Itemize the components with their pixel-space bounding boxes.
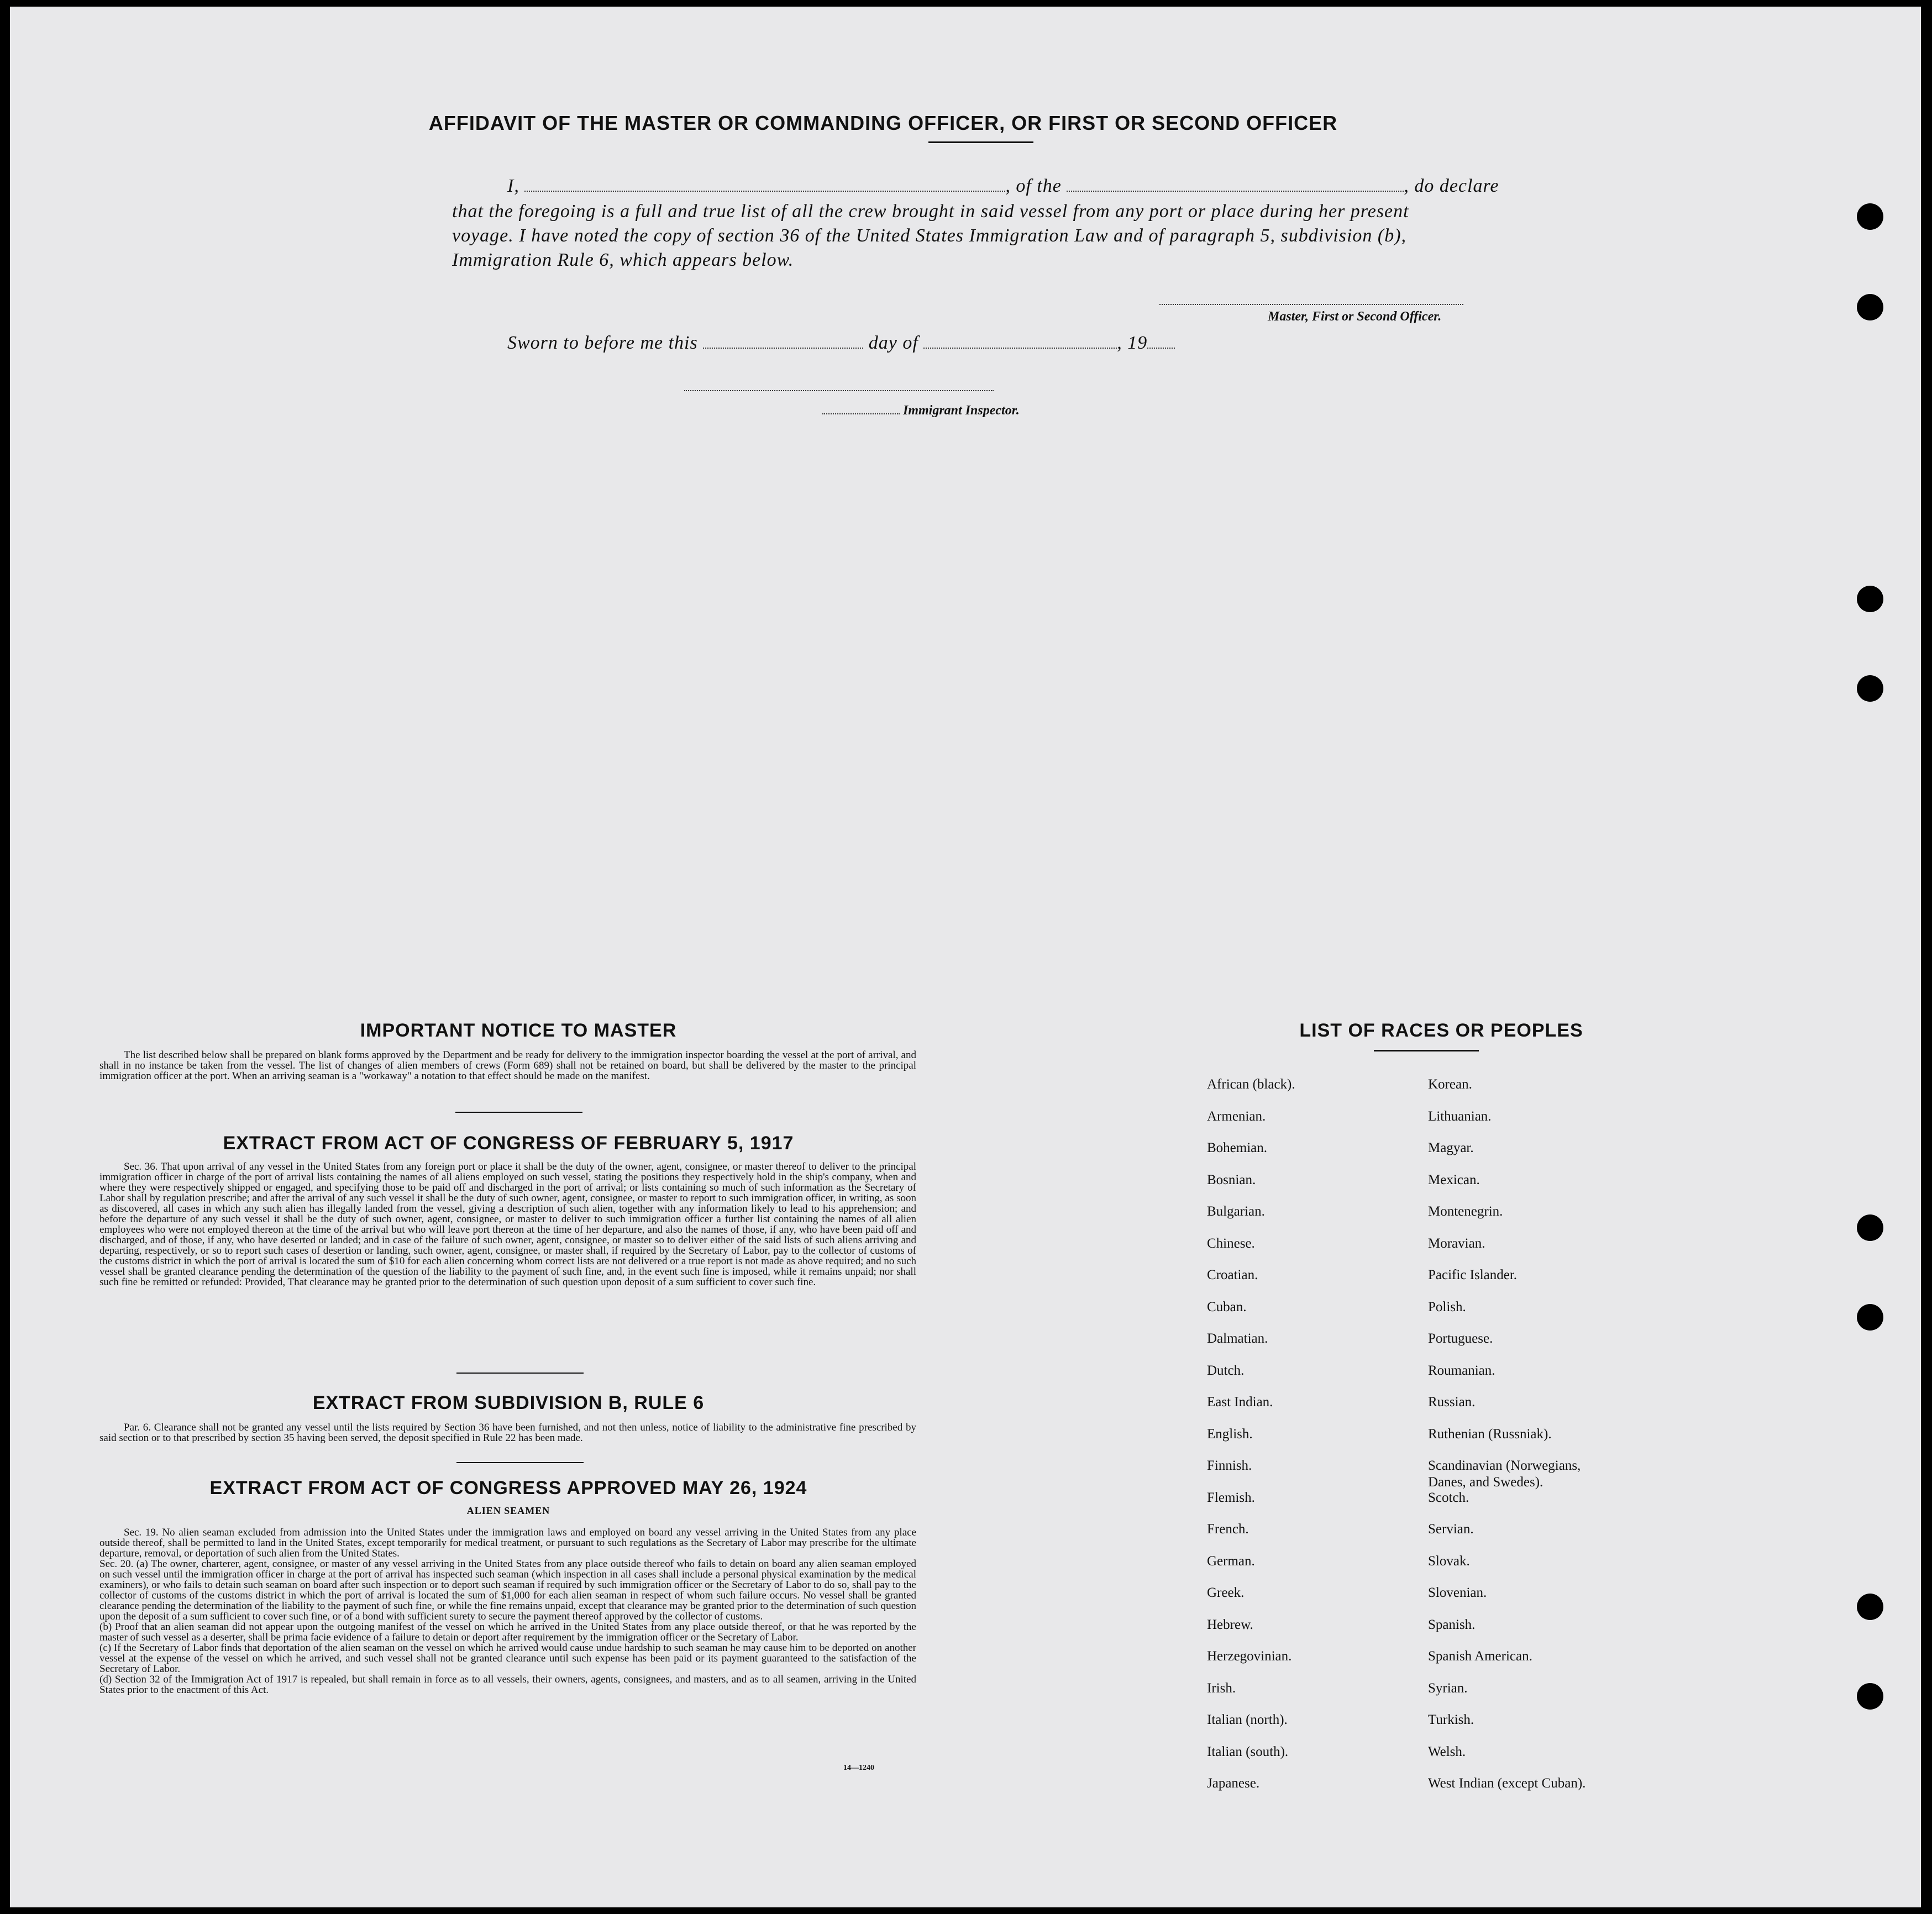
race-item: Armenian. [1207,1108,1266,1124]
race-item: Welsh. [1428,1744,1466,1759]
race-item: Dalmatian. [1207,1331,1268,1346]
affidavit-title: AFFIDAVIT OF THE MASTER OR COMMANDING OFFICER, OR FIRST OR SECOND OFFICER [428,112,1338,134]
sworn-month-blank[interactable] [923,348,1117,349]
race-item: Bosnian. [1207,1172,1256,1187]
extract-1917-title: EXTRACT FROM ACT OF CONGRESS OF FEBRUARY 5, 1917 [223,1133,794,1154]
race-item: Mexican. [1428,1172,1480,1187]
race-item: Korean. [1428,1077,1472,1092]
name-blank[interactable] [524,191,1005,192]
race-item: French. [1207,1522,1249,1537]
punch-hole [1857,1594,1883,1620]
punch-hole [1857,1214,1883,1241]
race-item: Bohemian. [1207,1140,1268,1155]
race-item: East Indian. [1207,1395,1273,1410]
race-item: Irish. [1207,1680,1236,1696]
race-item: Polish. [1428,1299,1466,1314]
race-item: Croatian. [1207,1268,1258,1282]
subdivision-b-title: EXTRACT FROM SUBDIVISION B, RULE 6 [312,1392,705,1413]
race-item: Servian. [1428,1522,1474,1537]
sworn-prefix: Sworn to before me this [507,333,698,353]
race-item: Finnish. [1207,1458,1252,1473]
race-item: Dutch. [1207,1363,1245,1378]
extract-1917-body: Sec. 36. That upon arrival of any vessel in the United States from any foreign port or place it shall be the duty of the owner, agent, consignee, or master thereof to deliver to the principal immigration officer in charge of the port of arrival lists containing the names of all aliens employed on such vessel, stating the positions they respectively hold in the ship's company, when and where they were respectively shipped or engaged, and specifying those to be paid off and discharged in the port of arrival; or lists containing so much of such information as the Secretary of Labor shall by regulation prescribe; and after the arrival of any such vessel it shall be the duty of such owner, agent, consignee, or master to report to such immigration officer, in writing, as soon as discovered, all cases in which any such alien has illegally landed from the vessel, giving a description of such alien, together with any information likely to lead to his apprehension; and before the departure of any such vessel it shall be the duty of such owner, agent, consignee, or master to deliver to such immigration officer a further list containing the names of all alien employees who were not employed thereon at the time of the arrival but who will leave port thereon at the time of her departure, and also the names of those, if any, who have been paid off and discharged, and of those, if any, who have deserted or landed; and in case of the failure of such owner, agent, consignee, or master so to deliver either of the said lists of such aliens arriving and departing, respectively, or so to report such cases of desertion or landing, such owner, agent, consignee, or master shall, if required by the Secretary of Labor, pay to the collector of customs of the customs district in which the port of arrival is located the sum of $10 for each alien concerning whom correct lists are not delivered or a true report is not made as above required; and no such vessel shall be granted clearance pending the determination of the question of the liability to the payment of such fine, and, in the event such fine is imposed, while it remains unpaid; nor shall such fine be remitted or refunded: Provided, That clearance may be granted prior to the determination of such question upon deposit of a sum sufficient to cover such fine. [99,1161,916,1288]
notice-title: IMPORTANT NOTICE TO MASTER [360,1020,677,1041]
inspector-caption: Immigrant Inspector. [903,403,1020,418]
affidavit-line-1 [507,176,1499,197]
race-item: Montenegrin. [1428,1204,1503,1219]
race-item: English. [1207,1426,1253,1442]
race-item: Italian (north). [1207,1712,1288,1727]
notice-rule [455,1112,582,1113]
sworn-day-blank[interactable] [703,348,863,349]
race-item: Hebrew. [1207,1617,1253,1632]
extract-1917-rule [456,1373,584,1374]
punch-hole [1857,675,1883,702]
race-item: Japanese. [1207,1776,1260,1791]
form-number: 14—1240 [843,1764,874,1772]
affidavit-line-3: voyage. I have noted the copy of section 36 of the United States Immigration Law and of paragraph 5, subdivision (b), [452,225,1407,246]
race-item: Slovak. [1428,1553,1470,1569]
race-item: Chinese. [1207,1235,1255,1251]
race-item: Moravian. [1428,1235,1485,1251]
sworn-line [507,333,1175,354]
punch-hole [1857,586,1883,612]
race-item: Pacific Islander. [1428,1268,1518,1282]
form-page [10,7,1921,1907]
extract-1924-body: Sec. 19. No alien seaman excluded from admission into the United States under the immigration laws and employed on board any vessel arriving in the United States from any place outside thereof, shall be permitted to land in the United States, except temporarily for medical treatment, or pursuant to such regulations as the Secretary of Labor may prescribe for the ultimate departure, removal, or deportation of such alien from the United States. Sec. 20. (a) The owner, charterer, agent, consignee, or master of any vessel arriving in the United States from any place outside thereof who fails to detain on board any alien seaman employed on such vessel until the immigration officer in charge at the port of arrival has inspected such seaman (which inspection in all cases shall include a personal physical examination by the medical examiners), or who fails to detain such seaman on board after such inspection or to deport such seaman if required by such immigration officer or the Secretary of Labor to do so, shall pay to the collector of customs of the customs district in which the port of arrival is located the sum of $1,000 for each alien seaman in respect of whom such failure occurs. No vessel shall be granted clearance pending the determination of the liability to the payment of such fine, or while the fine remains unpaid, except that clearance may be granted prior to the determination of such question upon the deposit of a sum sufficient to cover such fine, or of a bond with sufficient surety to secure the payment thereof approved by the collector of customs. (b) Proof that an alien seaman did not appear upon the outgoing manifest of the vessel on which he arrived in the United States from any place outside thereof, or that he was reported by the master of such vessel as a deserter, shall be prima facie evidence of a failure to detain or deport after requirement by the immigration officer or the Secretary of Labor. (c) If the Secretary of Labor finds that deportation of the alien seaman on the vessel on which he arrived would cause undue hardship to such seaman he may cause him to be deported on another vessel at the expense of the vessel on which he arrived, and such vessel shall not be granted clearance until such expense has been paid or its payment guaranteed to the satisfaction of the Secretary of Labor. (d) Section 32 of the Immigration Act of 1917 is repealed, but shall remain in force as to all vessels, their owners, agents, consignees, and masters, and as to all seamen, arriving in the United States prior to the enactment of this Act. [99,1527,916,1696]
race-item: Herzegovinian. [1207,1649,1292,1664]
race-item: Portuguese. [1428,1331,1493,1346]
race-item: Cuban. [1207,1299,1247,1314]
sworn-year: , 19 [1117,333,1148,353]
race-item: Lithuanian. [1428,1108,1492,1124]
punch-hole [1857,1683,1883,1710]
race-item: Italian (south). [1207,1744,1289,1759]
vessel-blank[interactable] [1067,191,1404,192]
race-item: Bulgarian. [1207,1204,1265,1219]
sworn-year-blank[interactable] [1147,348,1175,349]
affidavit-of-the: , of the [1005,176,1062,196]
race-item: Scandinavian (Norwegians, Danes, and Swedes). [1428,1458,1581,1490]
race-item: West Indian (except Cuban). [1428,1776,1586,1791]
master-caption: Master, First or Second Officer. [1268,309,1442,324]
races-rule [1374,1050,1479,1051]
race-item: Flemish. [1207,1490,1255,1505]
inspector-signature-line[interactable] [684,390,994,391]
race-item: Scotch. [1428,1490,1469,1505]
affidavit-i: I, [507,176,519,196]
race-item: Turkish. [1428,1712,1474,1727]
punch-hole [1857,294,1883,320]
extract-1924-subtitle: ALIEN SEAMEN [466,1505,550,1516]
affidavit-line-2: that the foregoing is a full and true list of all the crew brought in said vessel from any port or place during her present [452,201,1409,222]
race-item: Spanish American. [1428,1649,1532,1664]
races-column-1 [1207,1076,1417,1807]
races-column-2 [1428,1076,1660,1807]
affidavit-line-4: Immigration Rule 6, which appears below. [452,250,794,270]
race-item: Ruthenian (Russniak). [1428,1426,1552,1442]
race-item: Roumanian. [1428,1363,1495,1378]
race-item: African (black). [1207,1077,1295,1092]
title-rule [928,141,1033,143]
affidavit-do-declare: , do declare [1404,176,1499,196]
race-item: Spanish. [1428,1617,1476,1632]
sworn-day-of: day of [868,333,918,353]
notice-body: The list described below shall be prepared on blank forms approved by the Department and be ready for delivery to the immigration inspector boarding the vessel at the port of arrival, and shall in no instance be taken from the vessel. The list of changes of alien members of crews (Form 689) shall not be retained on board, but shall be delivered by the master to the principal immigration officer at the port. When an arriving seaman is a "workaway" a notation to that effect should be made on the manifest. [99,1049,916,1082]
race-item: Syrian. [1428,1680,1468,1696]
race-item: Greek. [1207,1585,1245,1600]
inspector-dotted-lead [822,413,900,414]
extract-1924-title: EXTRACT FROM ACT OF CONGRESS APPROVED MAY 26, 1924 [209,1477,807,1498]
race-item: Russian. [1428,1395,1476,1410]
races-title: LIST OF RACES OR PEOPLES [1299,1020,1583,1041]
race-item: Magyar. [1428,1140,1474,1155]
subdivision-b-rule [456,1462,584,1463]
subdivision-b-body: Par. 6. Clearance shall not be granted any vessel until the lists required by Section 36 have been furnished, and not then unless, notice of liability to the administrative fine prescribed by said section or to that prescribed by section 35 having been served, the deposit specified in Rule 22 has been made. [99,1422,916,1444]
master-signature-line[interactable] [1159,304,1463,305]
punch-hole [1857,203,1883,230]
race-item: German. [1207,1553,1255,1569]
punch-hole [1857,1304,1883,1331]
race-item: Slovenian. [1428,1585,1487,1600]
